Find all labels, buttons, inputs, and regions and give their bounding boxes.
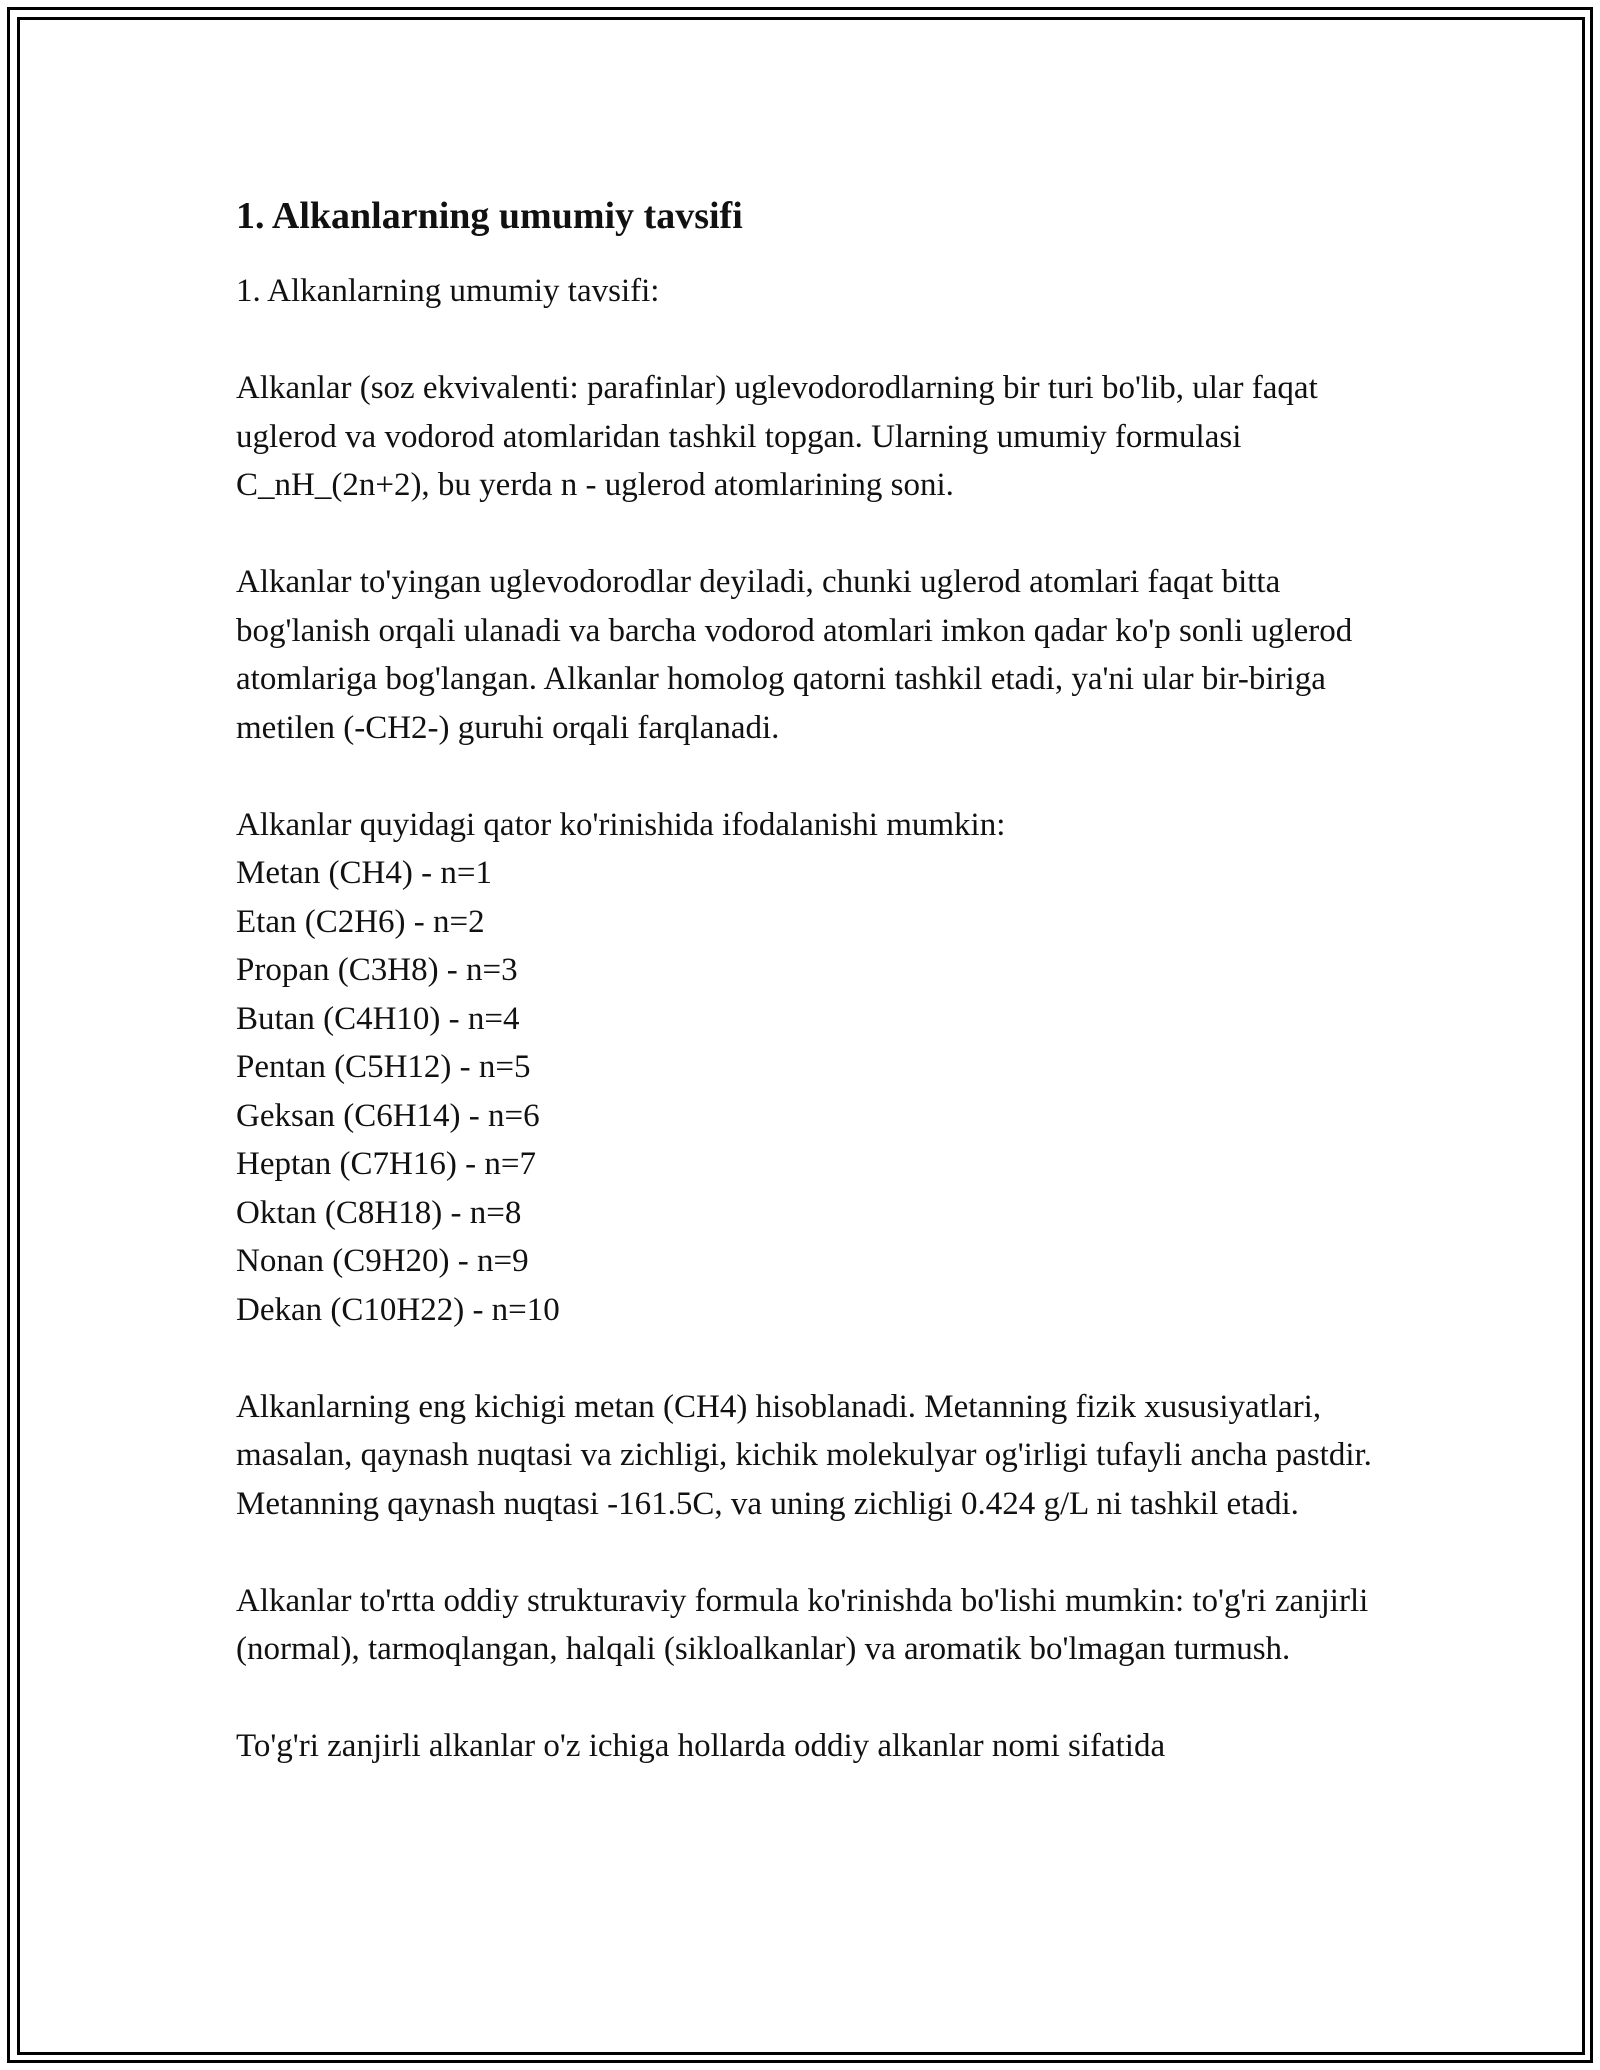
list-item: Heptan (C7H16) - n=7 bbox=[236, 1146, 536, 1183]
list-item: Dekan (C10H22) - n=10 bbox=[236, 1291, 560, 1328]
intro-line: 1. Alkanlarning umumiy tavsifi: bbox=[236, 273, 660, 310]
spacer bbox=[236, 510, 1386, 559]
list-item: Metan (CH4) - n=1 bbox=[236, 855, 492, 892]
paragraph-definition: Alkanlar (soz ekvivalenti: parafinlar) uglevodorodlarning bir turi bo'lib, ular faqat uglerod va vodorod atomlaridan tashkil topgan. Ularning umumiy formulasi C_nH_(2n+2), bu yerda n - uglerod atomlarining soni. bbox=[236, 370, 1318, 504]
list-item: Nonan (C9H20) - n=9 bbox=[236, 1243, 529, 1280]
list-item: Butan (C4H10) - n=4 bbox=[236, 1000, 520, 1037]
paragraph-methane: Alkanlarning eng kichigi metan (CH4) hisoblanadi. Metanning fizik xususiyatlari, masalan, qaynash nuqtasi va zichligi, kichik molekulyar og'irligi tufayli ancha pastdir. Metanning qaynash nuqtasi -161.5C, va uning zichligi 0.424 g/L ni tashkil etadi. bbox=[236, 1388, 1372, 1522]
section-heading: 1. Alkanlarning umumiy tavsifi bbox=[236, 195, 743, 237]
spacer bbox=[236, 1334, 1386, 1383]
document-page bbox=[236, 180, 1386, 1771]
paragraph-structures: Alkanlar to'rtta oddiy strukturaviy formula ko'rinishda bo'lishi mumkin: to'g'ri zanjirli (normal), tarmoqlangan, halqali (sikloalkanlar) va aromatik bo'lmagan turmush. bbox=[236, 1582, 1369, 1668]
spacer bbox=[236, 1528, 1386, 1577]
list-item: Etan (C2H6) - n=2 bbox=[236, 903, 485, 940]
list-item: Geksan (C6H14) - n=6 bbox=[236, 1097, 540, 1134]
list-item: Pentan (C5H12) - n=5 bbox=[236, 1049, 531, 1086]
list-item: Oktan (C8H18) - n=8 bbox=[236, 1194, 522, 1231]
list-intro: Alkanlar quyidagi qator ko'rinishida ifodalanishi mumkin: bbox=[236, 806, 1006, 843]
spacer bbox=[236, 752, 1386, 801]
spacer bbox=[236, 1674, 1386, 1723]
paragraph-saturated: Alkanlar to'yingan uglevodorodlar deyiladi, chunki uglerod atomlari faqat bitta bog'lanish orqali ulanadi va barcha vodorod atomlari imkon qadar ko'p sonli uglerod atomlariga bog'langan. Alkanlar homolog qatorni tashkil etadi, ya'ni ular bir-biriga metilen (-CH2-) guruhi orqali farqlanadi. bbox=[236, 564, 1353, 746]
list-item: Propan (C3H8) - n=3 bbox=[236, 952, 518, 989]
paragraph-straight-chain: To'g'ri zanjirli alkanlar o'z ichiga hollarda oddiy alkanlar nomi sifatida bbox=[236, 1728, 1166, 1765]
homolog-series-list bbox=[236, 849, 1386, 1334]
spacer bbox=[236, 316, 1386, 365]
